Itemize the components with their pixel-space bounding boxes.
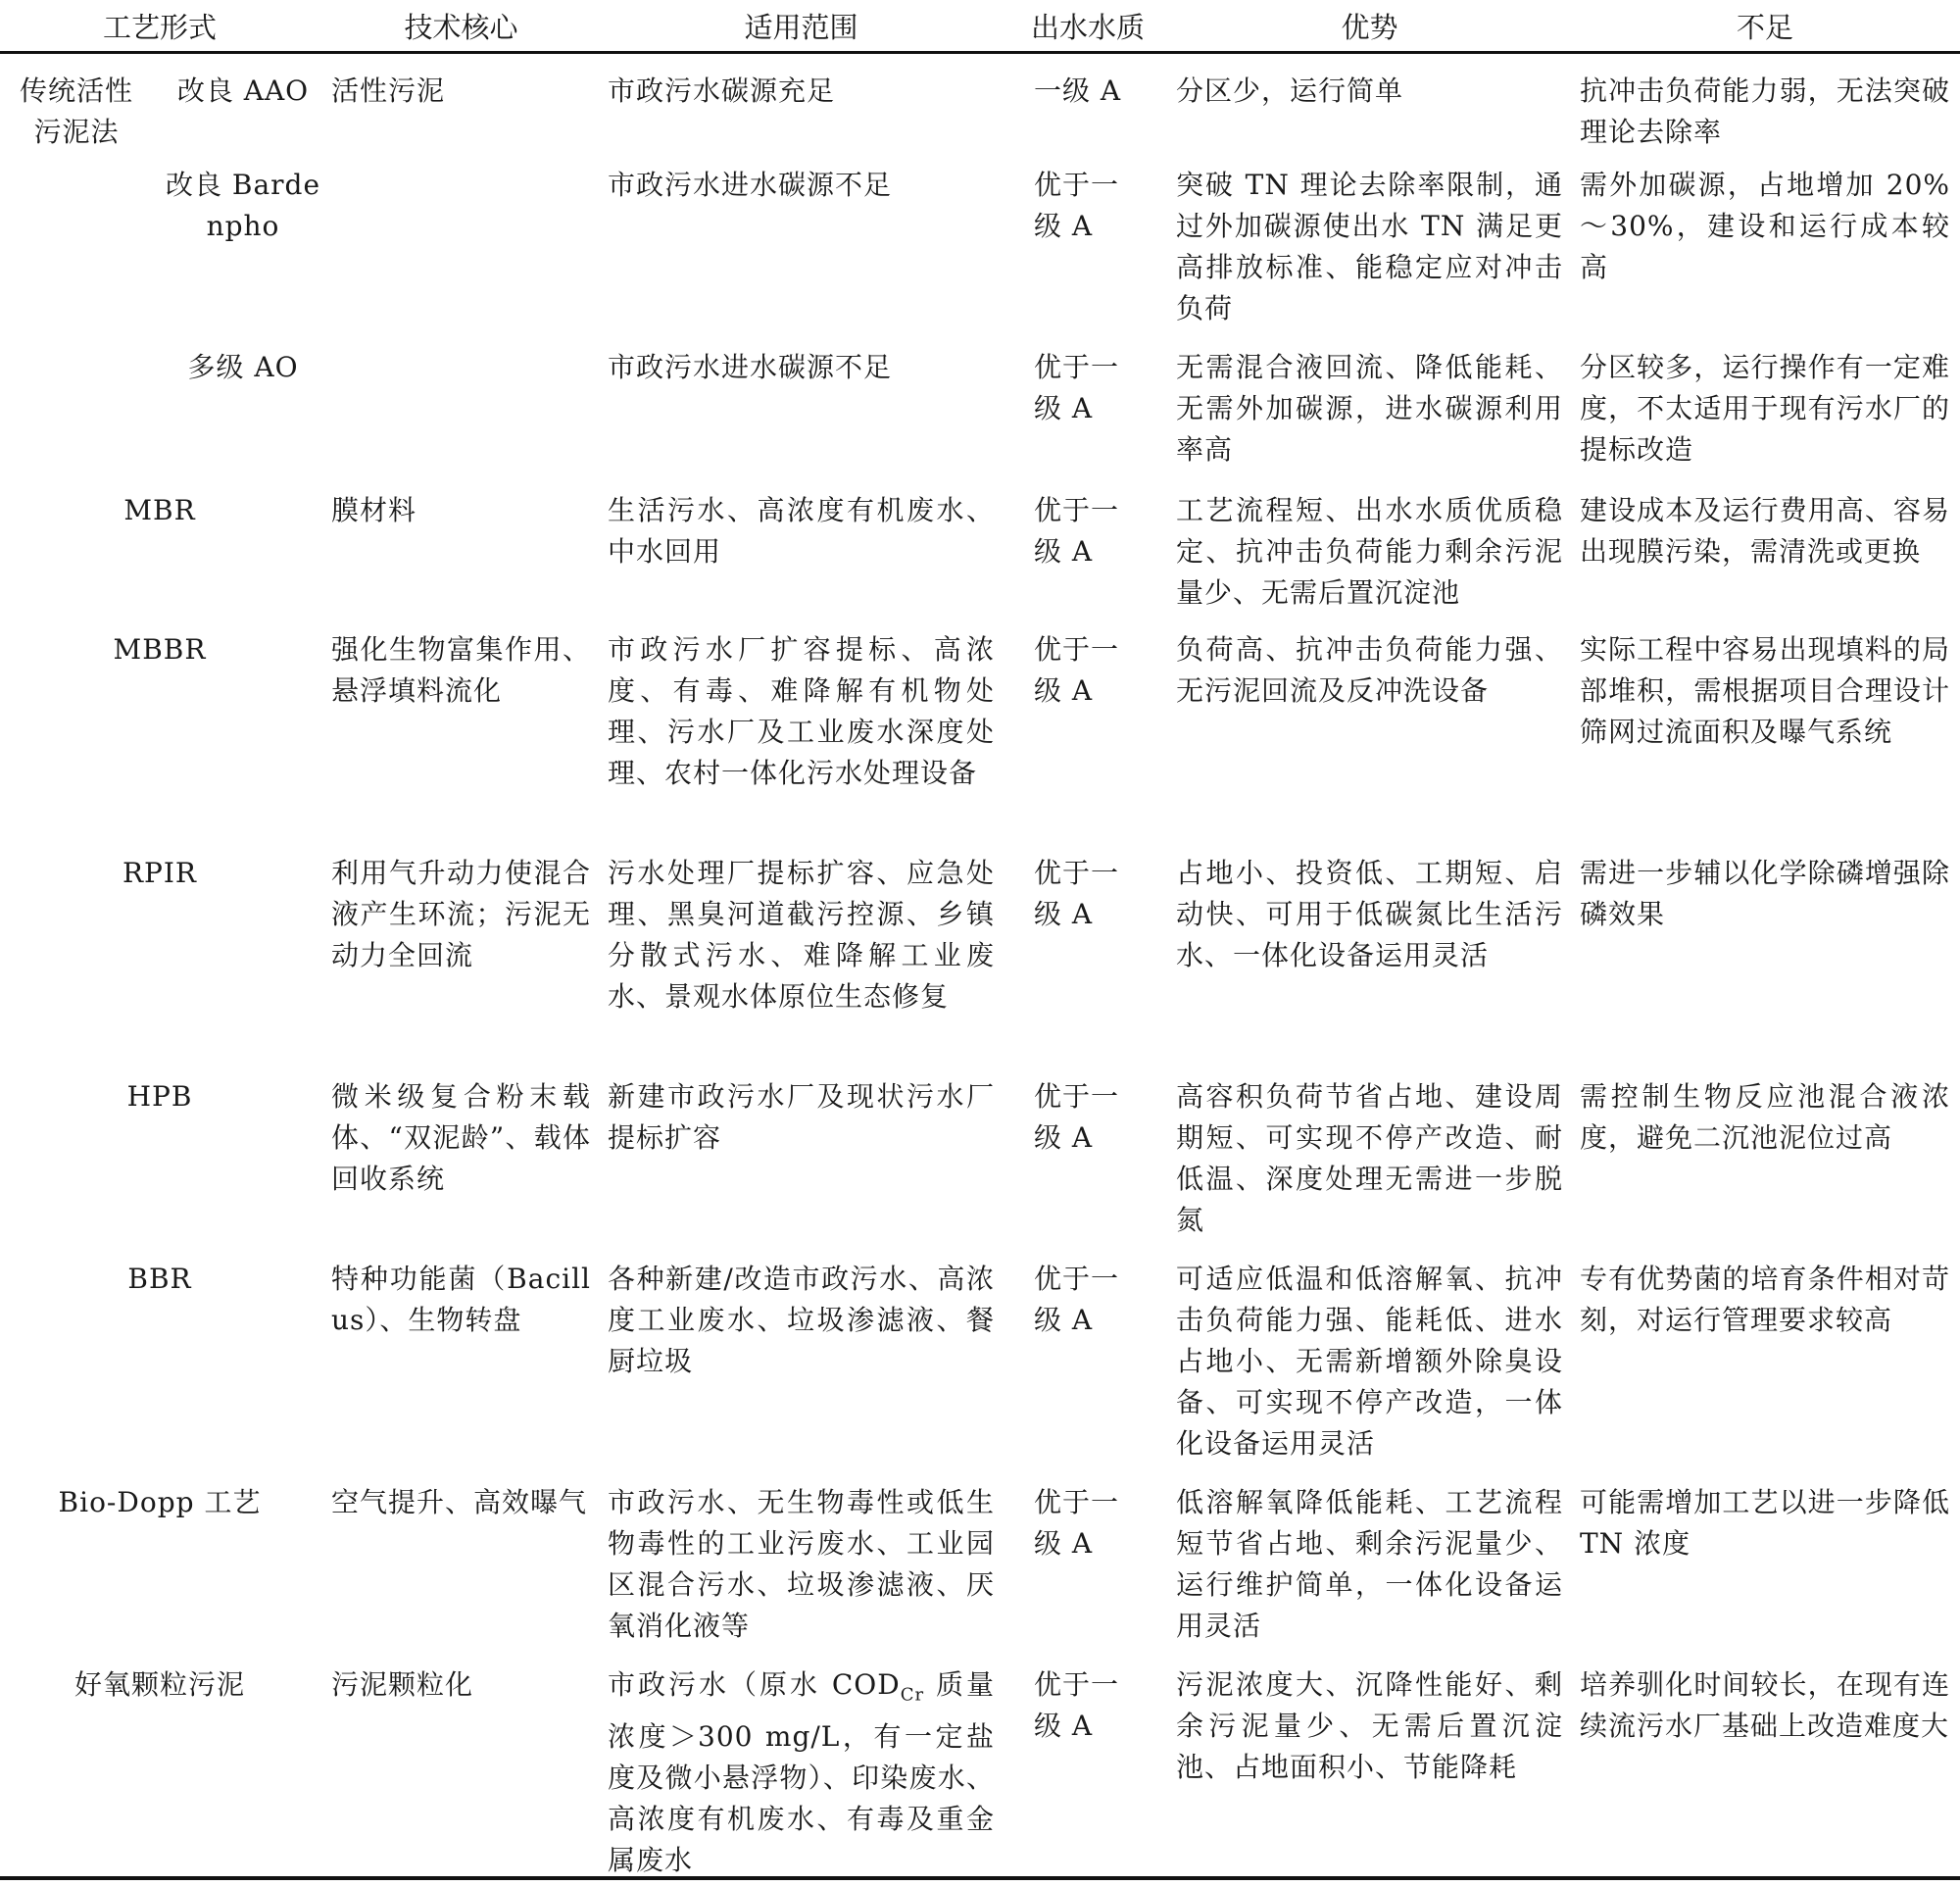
row-process: BBR: [127, 1263, 192, 1295]
row-quality: 优于一级 A: [1034, 1668, 1120, 1742]
row-scope: [608, 1664, 995, 1881]
group-label: 传统活性污泥法: [19, 74, 133, 148]
row-quality: 优于一级 A: [1034, 1080, 1120, 1154]
row-disadvantage: 专有优势菌的培育条件相对苛刻，对运行管理要求较高: [1580, 1263, 1950, 1336]
row-advantage: 污泥浓度大、沉降性能好、剩余污泥量少、无需后置沉淀池、占地面积小、节能降耗: [1176, 1668, 1563, 1783]
row-advantage: 工艺流程短、出水水质优质稳定、抗冲击负荷能力剩余污泥量少、无需后置沉淀池: [1176, 494, 1563, 609]
row-disadvantage: 需进一步辅以化学除磷增强除磷效果: [1580, 857, 1950, 930]
row-quality: 优于一级 A: [1034, 633, 1120, 707]
scope-text-start: 市政污水（原水 COD: [608, 1668, 901, 1701]
row-disadvantage: 可能需增加工艺以进一步降低 TN 浓度: [1580, 1486, 1950, 1560]
row-disadvantage: 需控制生物反应池混合液浓度，避免二沉池泥位过高: [1580, 1080, 1950, 1154]
row-process: MBR: [123, 494, 196, 526]
row-scope: 市政污水进水碳源不足: [608, 169, 893, 201]
header-quality: 出水水质: [1030, 11, 1145, 44]
row-core: 强化生物富集作用、悬浮填料流化: [331, 633, 591, 707]
row-advantage: 无需混合液回流、降低能耗、无需外加碳源，进水碳源利用率高: [1176, 351, 1563, 466]
row-process: MBBR: [113, 633, 207, 666]
header-advantage: 优势: [1341, 11, 1398, 44]
header-disadvantage: 不足: [1736, 11, 1793, 44]
row-quality: 优于一级 A: [1034, 169, 1120, 242]
row-advantage: 可适应低温和低溶解氧、抗冲击负荷能力强、能耗低、进水占地小、无需新增额外除臭设备、可实现不停产改造，一体化设备运用灵活: [1176, 1263, 1563, 1460]
row-advantage: 突破 TN 理论去除率限制，通过外加碳源使出水 TN 满足更高排放标准、能稳定应对冲击负荷: [1176, 169, 1563, 324]
row-scope: 各种新建/改造市政污水、高浓度工业废水、垃圾渗滤液、餐厨垃圾: [608, 1263, 995, 1377]
row-core: 膜材料: [331, 494, 417, 526]
row-advantage: 低溶解氧降低能耗、工艺流程短节省占地、剩余污泥量少、运行维护简单，一体化设备运用灵活: [1176, 1486, 1563, 1642]
row-advantage: 占地小、投资低、工期短、启动快、可用于低碳氮比生活污水、一体化设备运用灵活: [1176, 857, 1563, 971]
row-advantage: 分区少，运行简单: [1176, 74, 1404, 107]
row-scope: 污水处理厂提标扩容、应急处理、黑臭河道截污控源、乡镇分散式污水、难降解工业废水、景观水体原位生态修复: [608, 857, 995, 1013]
row-process: HPB: [126, 1080, 193, 1113]
row-core: 污泥颗粒化: [331, 1668, 474, 1701]
row-core: 空气提升、高效曝气: [331, 1486, 588, 1518]
row-process: 多级 AO: [187, 351, 299, 383]
row-core: 微米级复合粉末载体、“双泥龄”、载体回收系统: [331, 1080, 591, 1195]
row-disadvantage: 实际工程中容易出现填料的局部堆积，需根据项目合理设计筛网过流面积及曝气系统: [1580, 633, 1950, 748]
header-process: 工艺形式: [102, 11, 217, 44]
row-core: 活性污泥: [331, 74, 446, 107]
bottom-rule: [0, 1876, 1960, 1880]
row-disadvantage: 建设成本及运行费用高、容易出现膜污染，需清洗或更换: [1580, 494, 1950, 568]
row-disadvantage: 需外加碳源，占地增加 20%～30%，建设和运行成本较高: [1580, 169, 1950, 283]
row-process: Bio-Dopp 工艺: [58, 1486, 262, 1518]
scope-text-end: 质量浓度＞300 mg/L，有一定盐度及微小悬浮物）、印染废水、高浓度有机废水、有毒及重金属废水: [608, 1668, 996, 1876]
header-core: 技术核心: [404, 11, 518, 44]
row-scope: 生活污水、高浓度有机废水、中水回用: [608, 494, 995, 568]
cod-subscript: Cr: [900, 1684, 925, 1706]
row-scope: 市政污水进水碳源不足: [608, 351, 893, 383]
row-process: 改良 Bardenpho: [165, 169, 321, 242]
header-scope: 适用范围: [744, 11, 858, 44]
row-quality: 优于一级 A: [1034, 857, 1120, 930]
row-quality: 一级 A: [1034, 74, 1122, 107]
row-quality: 优于一级 A: [1034, 351, 1120, 424]
row-advantage: 高容积负荷节省占地、建设周期短、可实现不停产改造、耐低温、深度处理无需进一步脱氮: [1176, 1080, 1563, 1236]
header-rule: [0, 51, 1960, 54]
row-quality: 优于一级 A: [1034, 1263, 1120, 1336]
row-quality: 优于一级 A: [1034, 1486, 1120, 1560]
row-scope: 市政污水、无生物毒性或低生物毒性的工业污废水、工业园区混合污水、垃圾渗滤液、厌氧消化液等: [608, 1486, 995, 1642]
row-process: 改良 AAO: [176, 74, 310, 107]
row-advantage: 负荷高、抗冲击负荷能力强、无污泥回流及反冲洗设备: [1176, 633, 1563, 707]
row-scope: 新建市政污水厂及现状污水厂提标扩容: [608, 1080, 995, 1154]
row-core: 特种功能菌（Bacillus）、生物转盘: [331, 1263, 591, 1336]
row-process: RPIR: [122, 857, 198, 889]
row-scope: 市政污水厂扩容提标、高浓度、有毒、难降解有机物处理、污水厂及工业废水深度处理、农村一体化污水处理设备: [608, 633, 995, 789]
row-disadvantage: 抗冲击负荷能力弱，无法突破理论去除率: [1580, 74, 1950, 148]
row-core: 利用气升动力使混合液产生环流；污泥无动力全回流: [331, 857, 591, 971]
row-disadvantage: 分区较多，运行操作有一定难度，不太适用于现有污水厂的提标改造: [1580, 351, 1950, 466]
row-process: 好氧颗粒污泥: [74, 1668, 245, 1701]
row-quality: 优于一级 A: [1034, 494, 1120, 568]
row-scope: 市政污水碳源充足: [608, 74, 836, 107]
row-disadvantage: 培养驯化时间较长，在现有连续流污水厂基础上改造难度大: [1580, 1668, 1950, 1742]
